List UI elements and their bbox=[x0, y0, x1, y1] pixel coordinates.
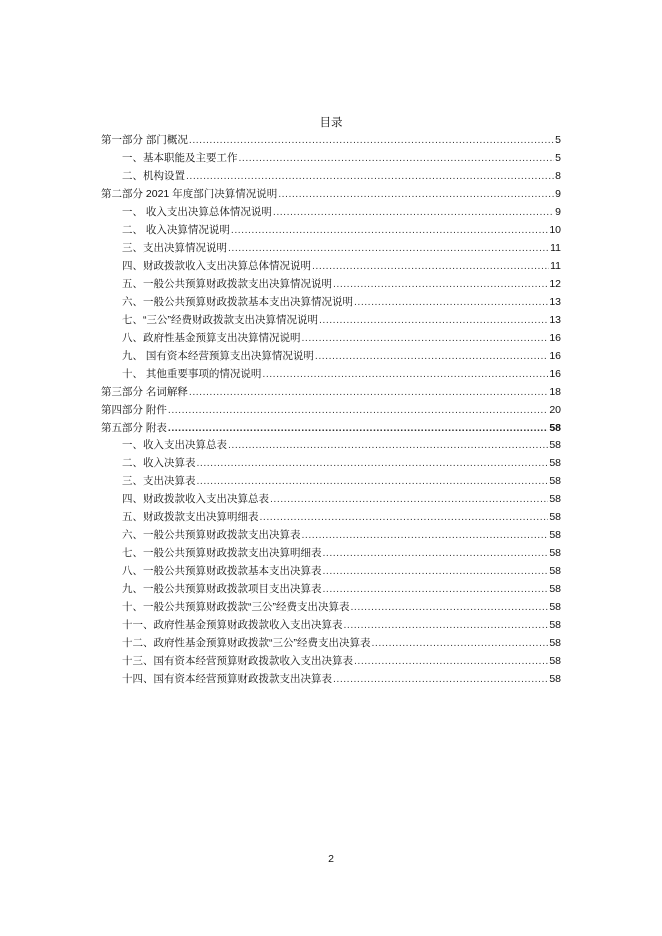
toc-entry-page: 5 bbox=[555, 151, 561, 164]
toc-entry[interactable] bbox=[101, 186, 561, 204]
toc-entry-label: 四、财政拨款收入支出决算总表 bbox=[122, 493, 269, 506]
dot-leader bbox=[260, 509, 549, 527]
toc-entry-label: 第四部分 附件 bbox=[101, 403, 167, 416]
toc-entry-label: 三、支出决算表 bbox=[122, 475, 196, 488]
dot-leader bbox=[315, 348, 548, 366]
dot-leader bbox=[372, 635, 549, 653]
toc-entry-page: 11 bbox=[550, 259, 561, 272]
toc-entry-label: 五、一般公共预算财政拨款支出决算情况说明 bbox=[122, 277, 332, 290]
dot-leader bbox=[354, 294, 548, 312]
toc-entry-label: 九、 国有资本经营预算支出决算情况说明 bbox=[122, 349, 314, 362]
toc-entry-page: 58 bbox=[549, 439, 561, 452]
toc-entry[interactable] bbox=[101, 294, 561, 312]
toc-entry-page: 58 bbox=[549, 493, 561, 506]
toc-entry-page: 13 bbox=[549, 313, 561, 326]
dot-leader bbox=[197, 473, 549, 491]
toc-entry[interactable] bbox=[101, 420, 561, 438]
toc-entry[interactable] bbox=[101, 455, 561, 473]
page-number: 2 bbox=[328, 853, 334, 865]
dot-leader bbox=[273, 204, 554, 222]
dot-leader bbox=[228, 240, 549, 258]
toc-entry-label: 六、一般公共预算财政拨款基本支出决算情况说明 bbox=[122, 295, 353, 308]
toc-entry[interactable] bbox=[101, 312, 561, 330]
dot-leader bbox=[228, 437, 548, 455]
toc-entry-label: 十三、国有资本经营预算财政拨款收入支出决算表 bbox=[122, 655, 353, 668]
dot-leader bbox=[312, 258, 549, 276]
toc-entry-page: 18 bbox=[549, 385, 561, 398]
dot-leader bbox=[189, 384, 548, 402]
toc-entry-page: 16 bbox=[549, 367, 561, 380]
toc-entry-page: 58 bbox=[549, 673, 561, 686]
toc-entry[interactable] bbox=[101, 509, 561, 527]
toc-entry[interactable] bbox=[101, 384, 561, 402]
dot-leader bbox=[354, 653, 548, 671]
toc-entry-label: 八、政府性基金预算支出决算情况说明 bbox=[122, 331, 301, 344]
toc-entry-label: 十、一般公共预算财政拨款“三公”经费支出决算表 bbox=[122, 601, 350, 614]
dot-leader bbox=[189, 132, 554, 150]
toc-entry-label: 十、 其他重要事项的情况说明 bbox=[122, 367, 262, 380]
toc-entry-label: 三、支出决算情况说明 bbox=[122, 241, 227, 254]
toc-entry-label: 二、收入决算表 bbox=[122, 457, 196, 470]
toc-entry[interactable] bbox=[101, 222, 561, 240]
toc-entry-page: 9 bbox=[555, 205, 561, 218]
dot-leader bbox=[197, 455, 549, 473]
table-of-contents bbox=[101, 132, 561, 689]
dot-leader bbox=[302, 330, 549, 348]
toc-entry-label: 九、一般公共预算财政拨款项目支出决算表 bbox=[122, 583, 322, 596]
toc-entry-page: 16 bbox=[549, 349, 561, 362]
toc-entry[interactable] bbox=[101, 563, 561, 581]
toc-entry[interactable] bbox=[101, 635, 561, 653]
toc-entry-page: 58 bbox=[549, 529, 561, 542]
toc-entry-page: 16 bbox=[549, 331, 561, 344]
toc-entry[interactable] bbox=[101, 276, 561, 294]
toc-entry-label: 二、机构设置 bbox=[122, 169, 185, 182]
toc-entry-label: 十一、政府性基金预算财政拨款收入支出决算表 bbox=[122, 619, 343, 632]
toc-entry-page: 20 bbox=[549, 403, 561, 416]
toc-entry-page: 8 bbox=[555, 169, 561, 182]
toc-entry-page: 58 bbox=[549, 475, 561, 488]
toc-entry-label: 一、收入支出决算总表 bbox=[122, 439, 227, 452]
toc-entry[interactable] bbox=[101, 150, 561, 168]
toc-entry-page: 58 bbox=[549, 547, 561, 560]
toc-entry[interactable] bbox=[101, 473, 561, 491]
toc-entry[interactable] bbox=[101, 581, 561, 599]
dot-leader bbox=[319, 312, 548, 330]
toc-entry-label: 一、基本职能及主要工作 bbox=[122, 151, 238, 164]
dot-leader bbox=[262, 366, 548, 384]
dot-leader bbox=[323, 563, 549, 581]
toc-title: 目录 bbox=[319, 117, 343, 129]
dot-leader bbox=[323, 545, 549, 563]
dot-leader bbox=[168, 402, 548, 420]
toc-entry-label: 十四、国有资本经营预算财政拨款支出决算表 bbox=[122, 673, 332, 686]
toc-entry-page: 58 bbox=[549, 619, 561, 632]
toc-entry-label: 五、财政拨款支出决算明细表 bbox=[122, 511, 259, 524]
toc-entry[interactable] bbox=[101, 545, 561, 563]
toc-entry-label: 七、一般公共预算财政拨款支出决算明细表 bbox=[122, 547, 322, 560]
dot-leader bbox=[231, 222, 548, 240]
toc-entry-page: 58 bbox=[549, 601, 561, 614]
toc-entry[interactable] bbox=[101, 330, 561, 348]
toc-entry-label: 十二、政府性基金预算财政拨款“三公”经费支出决算表 bbox=[122, 637, 371, 650]
toc-entry-label: 第一部分 部门概况 bbox=[101, 134, 188, 146]
toc-entry[interactable] bbox=[101, 402, 561, 420]
toc-entry-page: 58 bbox=[549, 655, 561, 668]
toc-entry-label: 七、“三公”经费财政拨款支出决算情况说明 bbox=[122, 313, 318, 326]
toc-entry[interactable] bbox=[101, 240, 561, 258]
toc-entry[interactable] bbox=[101, 599, 561, 617]
toc-entry-page: 58 bbox=[549, 583, 561, 596]
toc-entry[interactable] bbox=[101, 653, 561, 671]
toc-entry[interactable] bbox=[101, 617, 561, 635]
toc-entry-label: 一、 收入支出决算总体情况说明 bbox=[122, 205, 272, 218]
toc-entry-page: 9 bbox=[555, 187, 561, 200]
dot-leader bbox=[186, 168, 554, 186]
toc-entry[interactable] bbox=[101, 258, 561, 276]
toc-entry-page: 10 bbox=[549, 223, 561, 236]
dot-leader bbox=[302, 527, 549, 545]
dot-leader bbox=[278, 186, 554, 204]
dot-leader bbox=[239, 150, 555, 168]
toc-entry-label: 六、一般公共预算财政拨款支出决算表 bbox=[122, 529, 301, 542]
toc-entry-label: 第二部分 2021 年度部门决算情况说明 bbox=[101, 187, 278, 200]
dot-leader bbox=[333, 276, 548, 294]
toc-entry-label: 四、财政拨款收入支出决算总体情况说明 bbox=[122, 259, 311, 272]
toc-entry[interactable] bbox=[101, 168, 561, 186]
toc-entry-page: 58 bbox=[549, 565, 561, 578]
toc-entry-page: 58 bbox=[549, 421, 561, 434]
dot-leader bbox=[351, 599, 549, 617]
dot-leader bbox=[344, 617, 549, 635]
toc-entry-label: 二、 收入决算情况说明 bbox=[122, 223, 230, 236]
dot-leader bbox=[168, 420, 548, 438]
toc-entry[interactable] bbox=[101, 366, 561, 384]
toc-entry-page: 13 bbox=[549, 295, 561, 308]
toc-entry-label: 第五部分 附表 bbox=[101, 421, 167, 434]
toc-entry[interactable] bbox=[101, 132, 561, 150]
dot-leader bbox=[333, 671, 548, 689]
toc-entry[interactable] bbox=[101, 348, 561, 366]
toc-entry[interactable] bbox=[101, 204, 561, 222]
toc-entry-page: 5 bbox=[555, 134, 561, 146]
dot-leader bbox=[323, 581, 549, 599]
toc-entry-label: 八、一般公共预算财政拨款基本支出决算表 bbox=[122, 565, 322, 578]
dot-leader bbox=[270, 491, 548, 509]
toc-entry-page: 58 bbox=[549, 511, 561, 524]
toc-entry-page: 12 bbox=[549, 277, 561, 290]
toc-entry[interactable] bbox=[101, 491, 561, 509]
toc-entry-page: 58 bbox=[549, 637, 561, 650]
toc-entry[interactable] bbox=[101, 437, 561, 455]
toc-entry-label: 第三部分 名词解释 bbox=[101, 385, 188, 398]
toc-entry-page: 58 bbox=[549, 457, 561, 470]
toc-entry[interactable] bbox=[101, 527, 561, 545]
toc-entry-page: 11 bbox=[550, 241, 561, 254]
toc-entry[interactable] bbox=[101, 671, 561, 689]
